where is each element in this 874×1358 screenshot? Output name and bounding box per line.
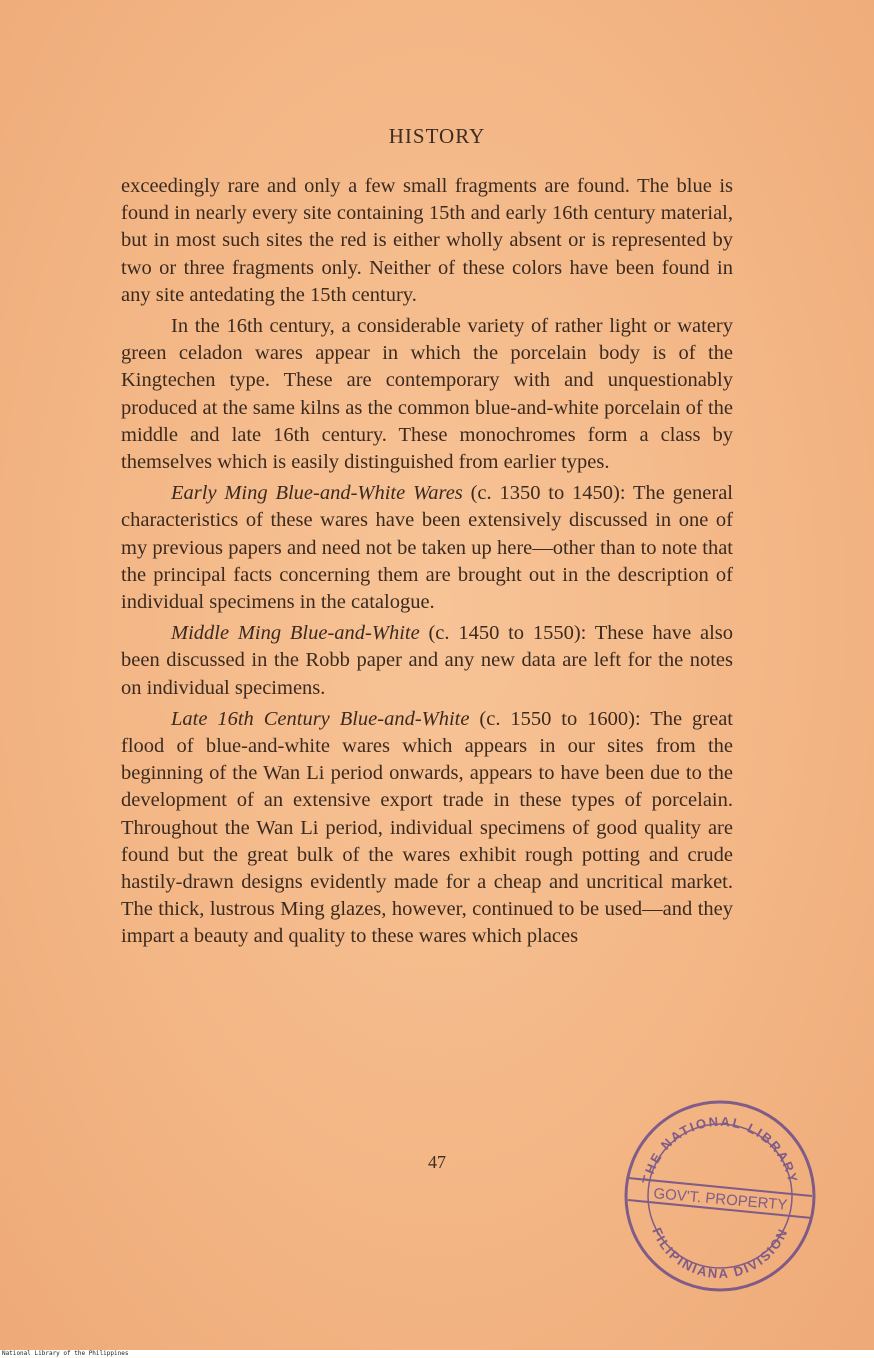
paragraph-4 (121, 620, 733, 702)
paragraph-1-text: exceedingly rare and only a few small fragments are found. The blue is found in nearly every site containing 15th and early 16th century material, but in most such sites the red is either wholly absent or is represented by two or three fragments only. Neither of these colors have been found in any site antedating the 15th century. (121, 175, 733, 306)
running-head: HISTORY (388, 124, 486, 148)
library-stamp (620, 1096, 820, 1296)
paragraph-4-text: (c. 1450 to 1550): These have also been discussed in the Robb paper and any new data are left for the notes on individual specimens. (121, 622, 733, 699)
body-text (121, 173, 733, 955)
stamp-top-text: THE NATIONAL LIBRARY (639, 1113, 801, 1186)
section-heading-late-16th: Late 16th Century Blue-and-White (171, 707, 470, 730)
stamp-band-text: GOV'T. PROPERTY (652, 1185, 789, 1214)
paragraph-5-text: (c. 1550 to 1600): The great flood of blue-and-white wares which appears in our sites from the beginning of the Wan Li period onwards, appears to have been due to the development of an extensive export trade in these types of porcelain. Throughout the Wan Li period, individual specimens of good quality are found but the great bulk of the wares exhibit rough potting and crude hastily-drawn designs evidently made for a cheap and uncritical market. The thick, lustrous Ming glazes, however, continued to be used—and they impart a beauty and quality to these wares which places (121, 707, 733, 948)
paragraph-1 (121, 173, 733, 309)
paragraph-3-text: (c. 1350 to 1450): The general characteristics of these wares have been extensively discussed in one of my previous papers and need not be taken up here—other than to note that the principal facts concerning them are brought out in the description of individual specimens in the catalogue. (121, 482, 733, 614)
svg-text:FILIPINIANA DIVISION (649, 1225, 791, 1281)
paragraph-5 (121, 706, 733, 951)
footer-bar (0, 1350, 874, 1358)
stamp-bottom-text: FILIPINIANA DIVISION (649, 1225, 791, 1282)
svg-text:THE NATIONAL LIBRARY (639, 1114, 801, 1185)
paragraph-2-text: In the 16th century, a considerable variety of rather light or watery green celadon wares appear in which the porcelain body is of the Kingtechen type. These are contemporary with and unquestionably produced at the same kilns as the common blue-and-white porcelain of the middle and late 16th century. These monochromes form a class by themselves which is easily distinguished from earlier types. (121, 315, 733, 474)
footer-credit: National Library of the Philippines (2, 1350, 129, 1357)
paragraph-3 (121, 480, 733, 616)
paragraph-2 (121, 313, 733, 476)
page-number: 47 (428, 1152, 446, 1172)
section-heading-early-ming: Early Ming Blue-and-White Wares (171, 482, 463, 505)
section-heading-middle-ming: Middle Ming Blue-and-White (171, 622, 420, 645)
